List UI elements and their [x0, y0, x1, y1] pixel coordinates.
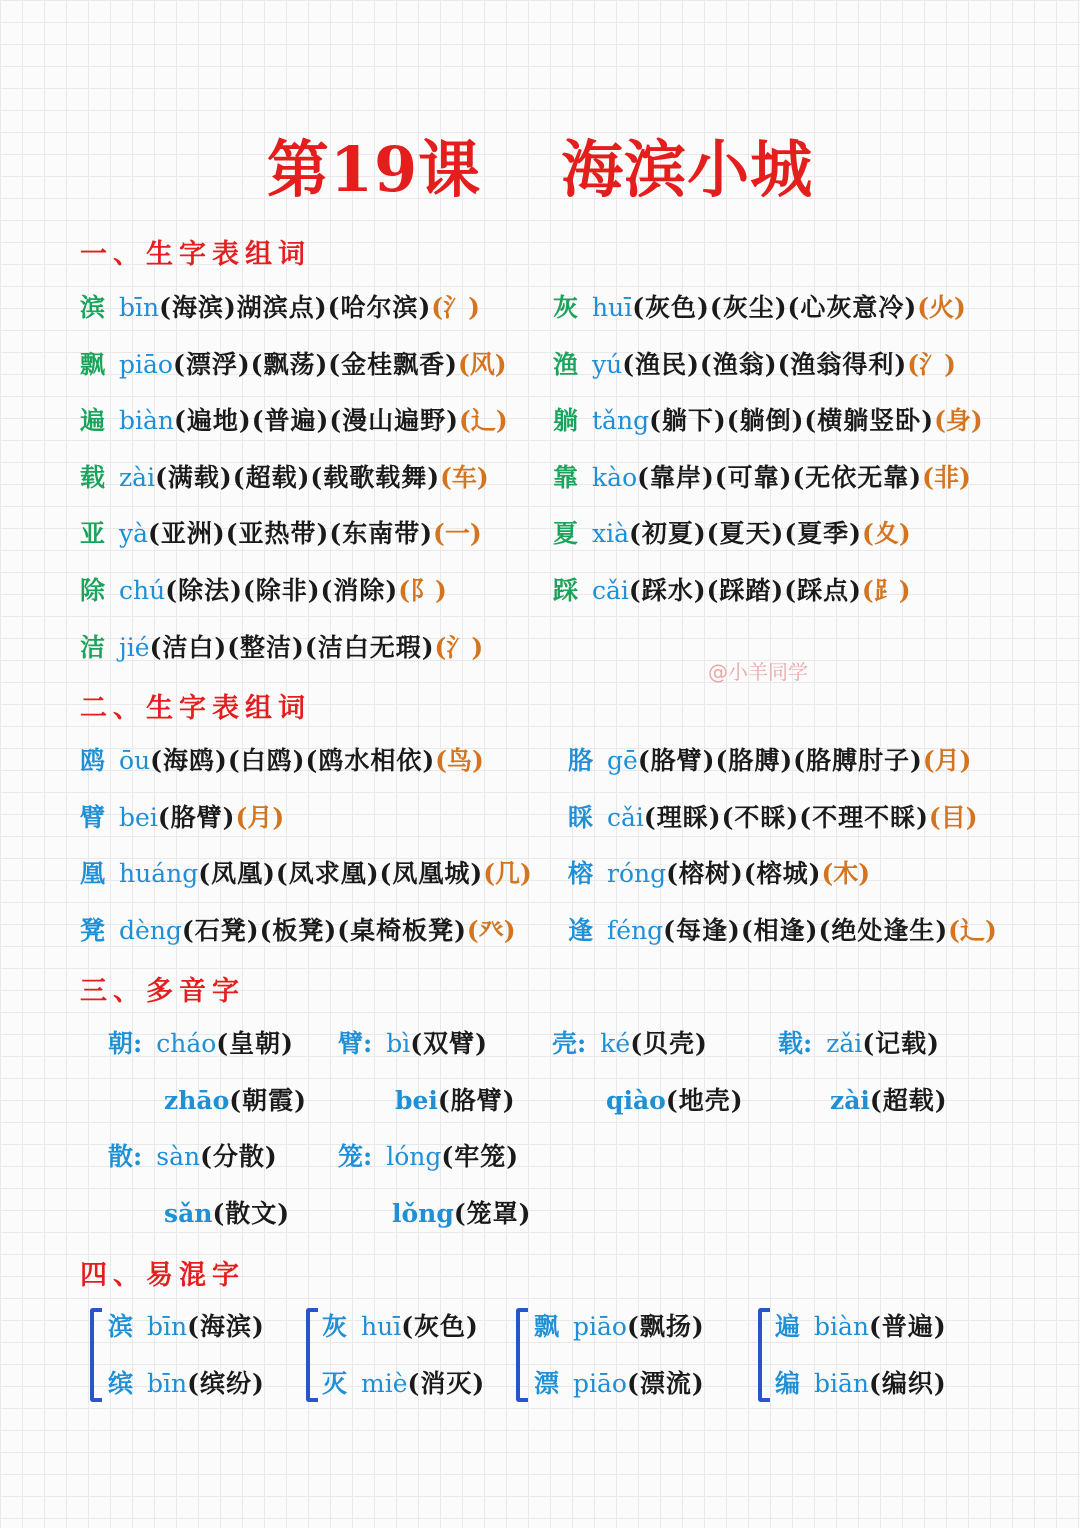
radical: (风): [457, 349, 507, 379]
example-word: (消灭): [407, 1369, 486, 1398]
char: 滨: [80, 293, 106, 322]
char: 洁: [80, 632, 106, 662]
example-word: (贝壳): [630, 1029, 708, 1058]
pinyin: lǒng: [392, 1199, 454, 1228]
radical: (辶): [459, 406, 508, 436]
example-word: (漂流): [626, 1369, 705, 1398]
radical: (火): [917, 293, 966, 322]
vocab-row: [553, 461, 971, 495]
lesson-name: 海滨小城: [561, 133, 814, 206]
bracket-icon: [306, 1308, 318, 1402]
example-words: (遍地)(普遍)(漫山遍野): [174, 406, 460, 436]
char: 夏: [553, 519, 579, 549]
example-words: (亚洲)(亚热带)(东南带): [148, 519, 434, 549]
example-words: (除法)(除非)(消除): [165, 576, 399, 605]
char: 飘: [80, 349, 106, 379]
vocab-row: [568, 857, 870, 891]
char: 臂: [80, 802, 106, 832]
char: 凰: [80, 859, 106, 889]
vocab-row: [553, 574, 911, 608]
pinyin: yú: [592, 349, 623, 379]
pinyin: cǎi: [592, 576, 629, 605]
char: 载: [80, 462, 106, 492]
pinyin: sǎn: [164, 1199, 213, 1228]
vocab-row: [80, 801, 284, 835]
pinyin: piāo: [573, 1312, 627, 1341]
pinyin: zài: [830, 1086, 870, 1115]
polyphone-chao: [108, 1027, 294, 1061]
pinyin: xià: [592, 519, 630, 549]
pinyin: biàn: [814, 1312, 870, 1341]
pinyin: tǎng: [592, 406, 650, 436]
vocab-row: [80, 461, 489, 495]
pinyin: huī: [592, 293, 633, 322]
pinyin: zhāo: [164, 1086, 230, 1115]
pinyin: huī: [361, 1312, 402, 1341]
example-words: (凤凰)(凤求凰)(凤凰城): [198, 859, 484, 889]
example-word: (双臂): [410, 1029, 488, 1058]
vocab-row: [553, 348, 956, 382]
vocab-row: [568, 801, 978, 835]
char: 缤: [108, 1369, 134, 1398]
pinyin: lóng: [386, 1142, 442, 1171]
radical: (车): [440, 462, 489, 492]
vocab-row: [80, 744, 484, 778]
char: 编: [775, 1369, 801, 1398]
radical: (非): [922, 462, 971, 492]
example-word: (皇朝): [216, 1029, 294, 1058]
example-words: (满载)(超载)(载歌载舞): [155, 462, 441, 492]
example-words: (胳臂): [157, 802, 236, 832]
pinyin: biàn: [119, 406, 175, 436]
pinyin: féng: [607, 915, 664, 945]
polyphone-san-alt: [164, 1197, 290, 1231]
vocab-row: [568, 914, 997, 948]
example-word: (记载): [862, 1029, 940, 1058]
char: 靠: [553, 462, 579, 492]
radical: (氵): [907, 349, 956, 379]
lesson-number: 第19课: [266, 133, 482, 206]
example-word: (胳臂): [437, 1086, 516, 1115]
radical: (⻊): [861, 576, 911, 605]
pinyin: gē: [607, 746, 638, 775]
char: 飘: [534, 1312, 560, 1341]
polyphone-long: [338, 1140, 519, 1174]
polyphone-label: 壳:: [552, 1029, 587, 1058]
pinyin: yà: [119, 519, 149, 549]
char: 灰: [322, 1312, 348, 1341]
polyphone-bi-alt: [395, 1084, 516, 1118]
polyphone-ke: [552, 1027, 708, 1061]
example-words: (胳臂)(胳膊)(胳膊肘子): [637, 746, 923, 775]
char: 鸥: [80, 746, 106, 775]
pinyin: zài: [119, 462, 156, 492]
char: 胳: [568, 746, 594, 775]
char: 踩: [553, 576, 579, 605]
pinyin: huáng: [119, 859, 199, 889]
example-words: (榕树)(榕城): [666, 859, 822, 889]
confusable-a: [775, 1310, 947, 1344]
bracket-icon: [516, 1308, 528, 1402]
radical: (氵): [431, 293, 480, 322]
example-words: (洁白)(整洁)(洁白无瑕): [149, 632, 435, 662]
radical: (月): [922, 746, 972, 775]
example-words: (灰色)(灰尘)(心灰意冷): [632, 293, 918, 322]
example-words: (踩水)(踩踏)(踩点): [628, 576, 862, 605]
pinyin: jié: [119, 632, 150, 662]
example-word: (牢笼): [441, 1142, 520, 1171]
vocab-row: [80, 517, 482, 551]
vocab-row: [80, 631, 483, 665]
radical: (一): [433, 519, 482, 549]
radical: (辶): [948, 915, 997, 945]
vocab-row: [80, 857, 532, 891]
char: 逢: [568, 915, 594, 945]
polyphone-ke-alt: [606, 1084, 744, 1118]
pinyin: zǎi: [826, 1029, 863, 1058]
confusable-b: [775, 1367, 947, 1401]
section-heading-2: 二、生字表组词: [80, 693, 311, 724]
example-word: (灰色): [401, 1312, 479, 1341]
example-word: (海滨): [187, 1312, 265, 1341]
page-title: [0, 120, 1080, 209]
vocab-row: [568, 744, 971, 778]
example-words: (初夏)(夏天)(夏季): [629, 519, 862, 549]
example-word: (飘扬): [626, 1312, 705, 1341]
pinyin: bei: [395, 1086, 438, 1115]
pinyin: bīn: [119, 293, 160, 322]
section-heading-3: 三、多音字: [80, 976, 245, 1007]
char: 除: [80, 576, 106, 605]
polyphone-label: 笼:: [338, 1142, 373, 1171]
radical: (月): [235, 802, 285, 832]
char: 躺: [553, 406, 579, 436]
example-word: (笼罩): [453, 1199, 532, 1228]
pinyin: cháo: [156, 1029, 217, 1058]
example-word: (编织): [869, 1369, 947, 1398]
radical: (目): [928, 802, 978, 832]
pinyin: miè: [361, 1369, 408, 1398]
polyphone-label: 朝:: [108, 1029, 143, 1058]
confusable-b: [108, 1367, 265, 1401]
char: 亚: [80, 519, 106, 549]
polyphone-label: 臂:: [338, 1029, 373, 1058]
pinyin: cǎi: [607, 802, 644, 832]
pinyin: róng: [607, 859, 667, 889]
section-heading-4: 四、易混字: [80, 1260, 245, 1291]
example-words: (每逢)(相逢)(绝处逢生): [663, 915, 949, 945]
confusable-a: [322, 1310, 479, 1344]
pinyin: kào: [592, 462, 638, 492]
pinyin: dèng: [119, 915, 182, 945]
pinyin: ké: [600, 1029, 631, 1058]
vocab-row: [80, 914, 516, 948]
pinyin: sàn: [156, 1142, 201, 1171]
polyphone-long-alt: [392, 1197, 532, 1231]
radical: (夊): [862, 519, 911, 549]
pinyin: chú: [119, 576, 166, 605]
pinyin: piāo: [119, 349, 173, 379]
radical: (氵): [434, 632, 484, 662]
char: 灰: [553, 293, 579, 322]
example-word: (地壳): [665, 1086, 744, 1115]
char: 灭: [322, 1369, 348, 1398]
pinyin: piāo: [573, 1369, 627, 1398]
vocab-row: [80, 348, 507, 382]
bracket-icon: [90, 1308, 102, 1402]
example-words: (渔民)(渔翁)(渔翁得利): [622, 349, 908, 379]
polyphone-chao-alt: [164, 1084, 307, 1118]
vocab-row: [553, 517, 911, 551]
example-words: (躺下)(躺倒)(横躺竖卧): [649, 406, 935, 436]
pinyin: bei: [119, 802, 158, 832]
pinyin: bīn: [147, 1369, 188, 1398]
pinyin: ōu: [119, 746, 151, 775]
example-words: (海滨)湖滨点)(哈尔滨): [159, 293, 432, 322]
pinyin: bīn: [147, 1312, 188, 1341]
example-word: (缤纷): [187, 1369, 265, 1398]
polyphone-zai: [778, 1027, 940, 1061]
confusable-b: [322, 1367, 485, 1401]
example-words: (理睬)(不睬)(不理不睬): [643, 802, 929, 832]
char: 渔: [553, 349, 579, 379]
polyphone-bi: [338, 1027, 488, 1061]
radical: (几): [483, 859, 532, 889]
example-words: (漂浮)(飘荡)(金桂飘香): [172, 349, 458, 379]
example-words: (靠岸)(可靠)(无依无靠): [637, 462, 923, 492]
confusable-a: [108, 1310, 265, 1344]
example-word: (散文): [212, 1199, 291, 1228]
example-word: (普遍): [869, 1312, 947, 1341]
polyphone-san: [108, 1140, 278, 1174]
char: 睬: [568, 802, 594, 832]
vocab-row: [80, 291, 480, 325]
confusable-a: [534, 1310, 705, 1344]
vocab-row: [553, 404, 983, 438]
polyphone-zai-alt: [830, 1084, 948, 1118]
char: 遍: [775, 1312, 801, 1341]
polyphone-label: 散:: [108, 1142, 143, 1171]
char: 凳: [80, 915, 106, 945]
char: 滨: [108, 1312, 134, 1341]
bracket-icon: [758, 1308, 770, 1402]
example-words: (海鸥)(白鸥)(鸥水相依): [150, 746, 436, 775]
radical: (木): [821, 859, 871, 889]
example-word: (分散): [200, 1142, 278, 1171]
vocab-row: [553, 291, 966, 325]
polyphone-label: 载:: [778, 1029, 813, 1058]
char: 漂: [534, 1369, 560, 1398]
radical: (身): [934, 406, 983, 436]
radical: (鸟): [435, 746, 484, 775]
example-word: (朝霞): [229, 1086, 307, 1115]
example-words: (石凳)(板凳)(桌椅板凳): [181, 915, 467, 945]
pinyin: qiào: [606, 1086, 666, 1115]
char: 榕: [568, 859, 594, 889]
watermark: @小羊同学: [708, 660, 808, 684]
vocab-row: [80, 404, 508, 438]
vocab-row: [80, 574, 447, 608]
example-word: (超载): [869, 1086, 948, 1115]
pinyin: bì: [386, 1029, 411, 1058]
section-heading-1: 一、生字表组词: [80, 239, 311, 270]
radical: (阝): [398, 576, 447, 605]
char: 遍: [80, 406, 106, 436]
pinyin: biān: [814, 1369, 870, 1398]
confusable-b: [534, 1367, 705, 1401]
radical: (癶): [466, 915, 516, 945]
